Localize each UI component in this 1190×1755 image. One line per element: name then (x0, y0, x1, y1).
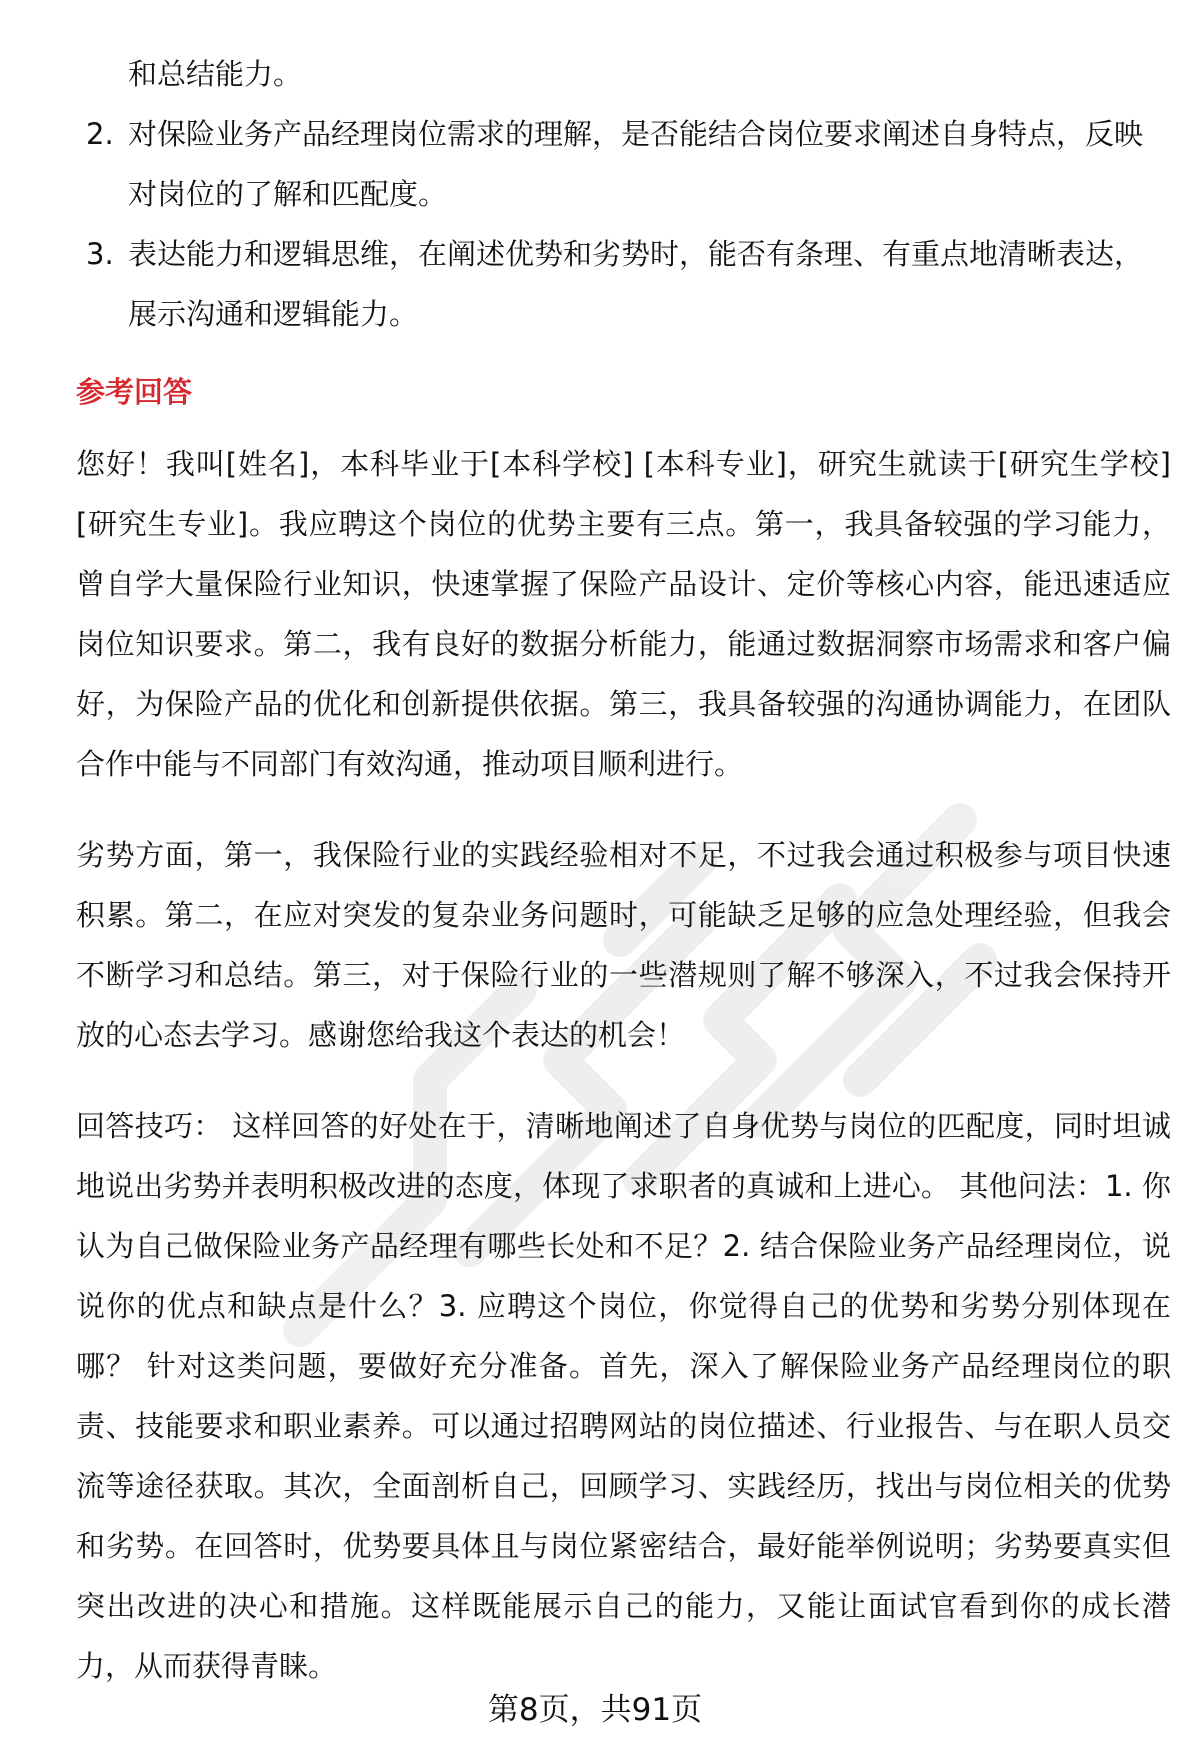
page-number-footer: 第8页，共91页 (487, 1692, 703, 1728)
answer-paragraph-weaknesses: 劣势方面，第一，我保险行业的实践经验相对不足，不过我会通过积极参与项目快速积累。第二，在应对突发的复杂业务问题时，可能缺乏足够的应急处理经验，但我会不断学习和总结。第三，对于保险行业的一些潜规则了解不够深入，不过我会保持开放的心态去学习。感谢您给我这个表达的机会！ (76, 838, 1171, 1052)
answer-paragraph-strengths: 您好！我叫[姓名]，本科毕业于[本科学校] [本科专业]，研究生就读于[研究生学校] [研究生专业]。我应聘这个岗位的优势主要有三点。第一，我具备较强的学习能力，曾自学大量保险行业知识，快速掌握了保险产品设计、定价等核心内容，能迅速适应岗位知识要求。第二，我有良好的数据分析能力，能通过数据洞察市场需求和客户偏好，为保险产品的优化和创新提供依据。第三，我具备较强的沟通协调能力，在团队合作中能与不同部门有效沟通，推动项目顺利进行。 (76, 447, 1171, 781)
criteria-item (76, 104, 1171, 224)
criteria-item-number: 3. (86, 237, 114, 271)
criteria-item-number: 2. (86, 117, 114, 151)
evaluation-criteria-list (76, 104, 1171, 344)
answer-tips-paragraph: 回答技巧： 这样回答的好处在于，清晰地阐述了自身优势与岗位的匹配度，同时坦诚地说出劣势并表明积极改进的态度，体现了求职者的真诚和上进心。 其他问法：1. 你认为自己做保险业务产品经理有哪些长处和不足？2. 结合保险业务产品经理岗位，说说你的优点和缺点是什么？3. 应聘这个岗位，你觉得自己的优势和劣势分别体现在哪？ 针对这类问题，要做好充分准备。首先，深入了解保险业务产品经理岗位的职责、技能要求和职业素养。可以通过招聘网站的岗位描述、行业报告、与在职人员交流等途径获取。其次，全面剖析自己，回顾学习、实践经历，找出与岗位相关的优势和劣势。在回答时，优势要具体且与岗位紧密结合，最好能举例说明；劣势要真实但突出改进的决心和措施。这样既能展示自己的能力，又能让面试官看到你的成长潜力，从而获得青睐。 (76, 1109, 1171, 1683)
criteria-continuation-text: 和总结能力。 (128, 57, 303, 91)
criteria-item (76, 224, 1171, 344)
criteria-item-text: 对保险业务产品经理岗位需求的理解，是否能结合岗位要求阐述自身特点，反映对岗位的了解和匹配度。 (128, 117, 1144, 211)
reference-answer-heading: 参考回答 (76, 375, 193, 409)
criteria-item-text: 表达能力和逻辑思维，在阐述优势和劣势时，能否有条理、有重点地清晰表达，展示沟通和逻辑能力。 (128, 237, 1144, 331)
document-body (76, 44, 1171, 1727)
